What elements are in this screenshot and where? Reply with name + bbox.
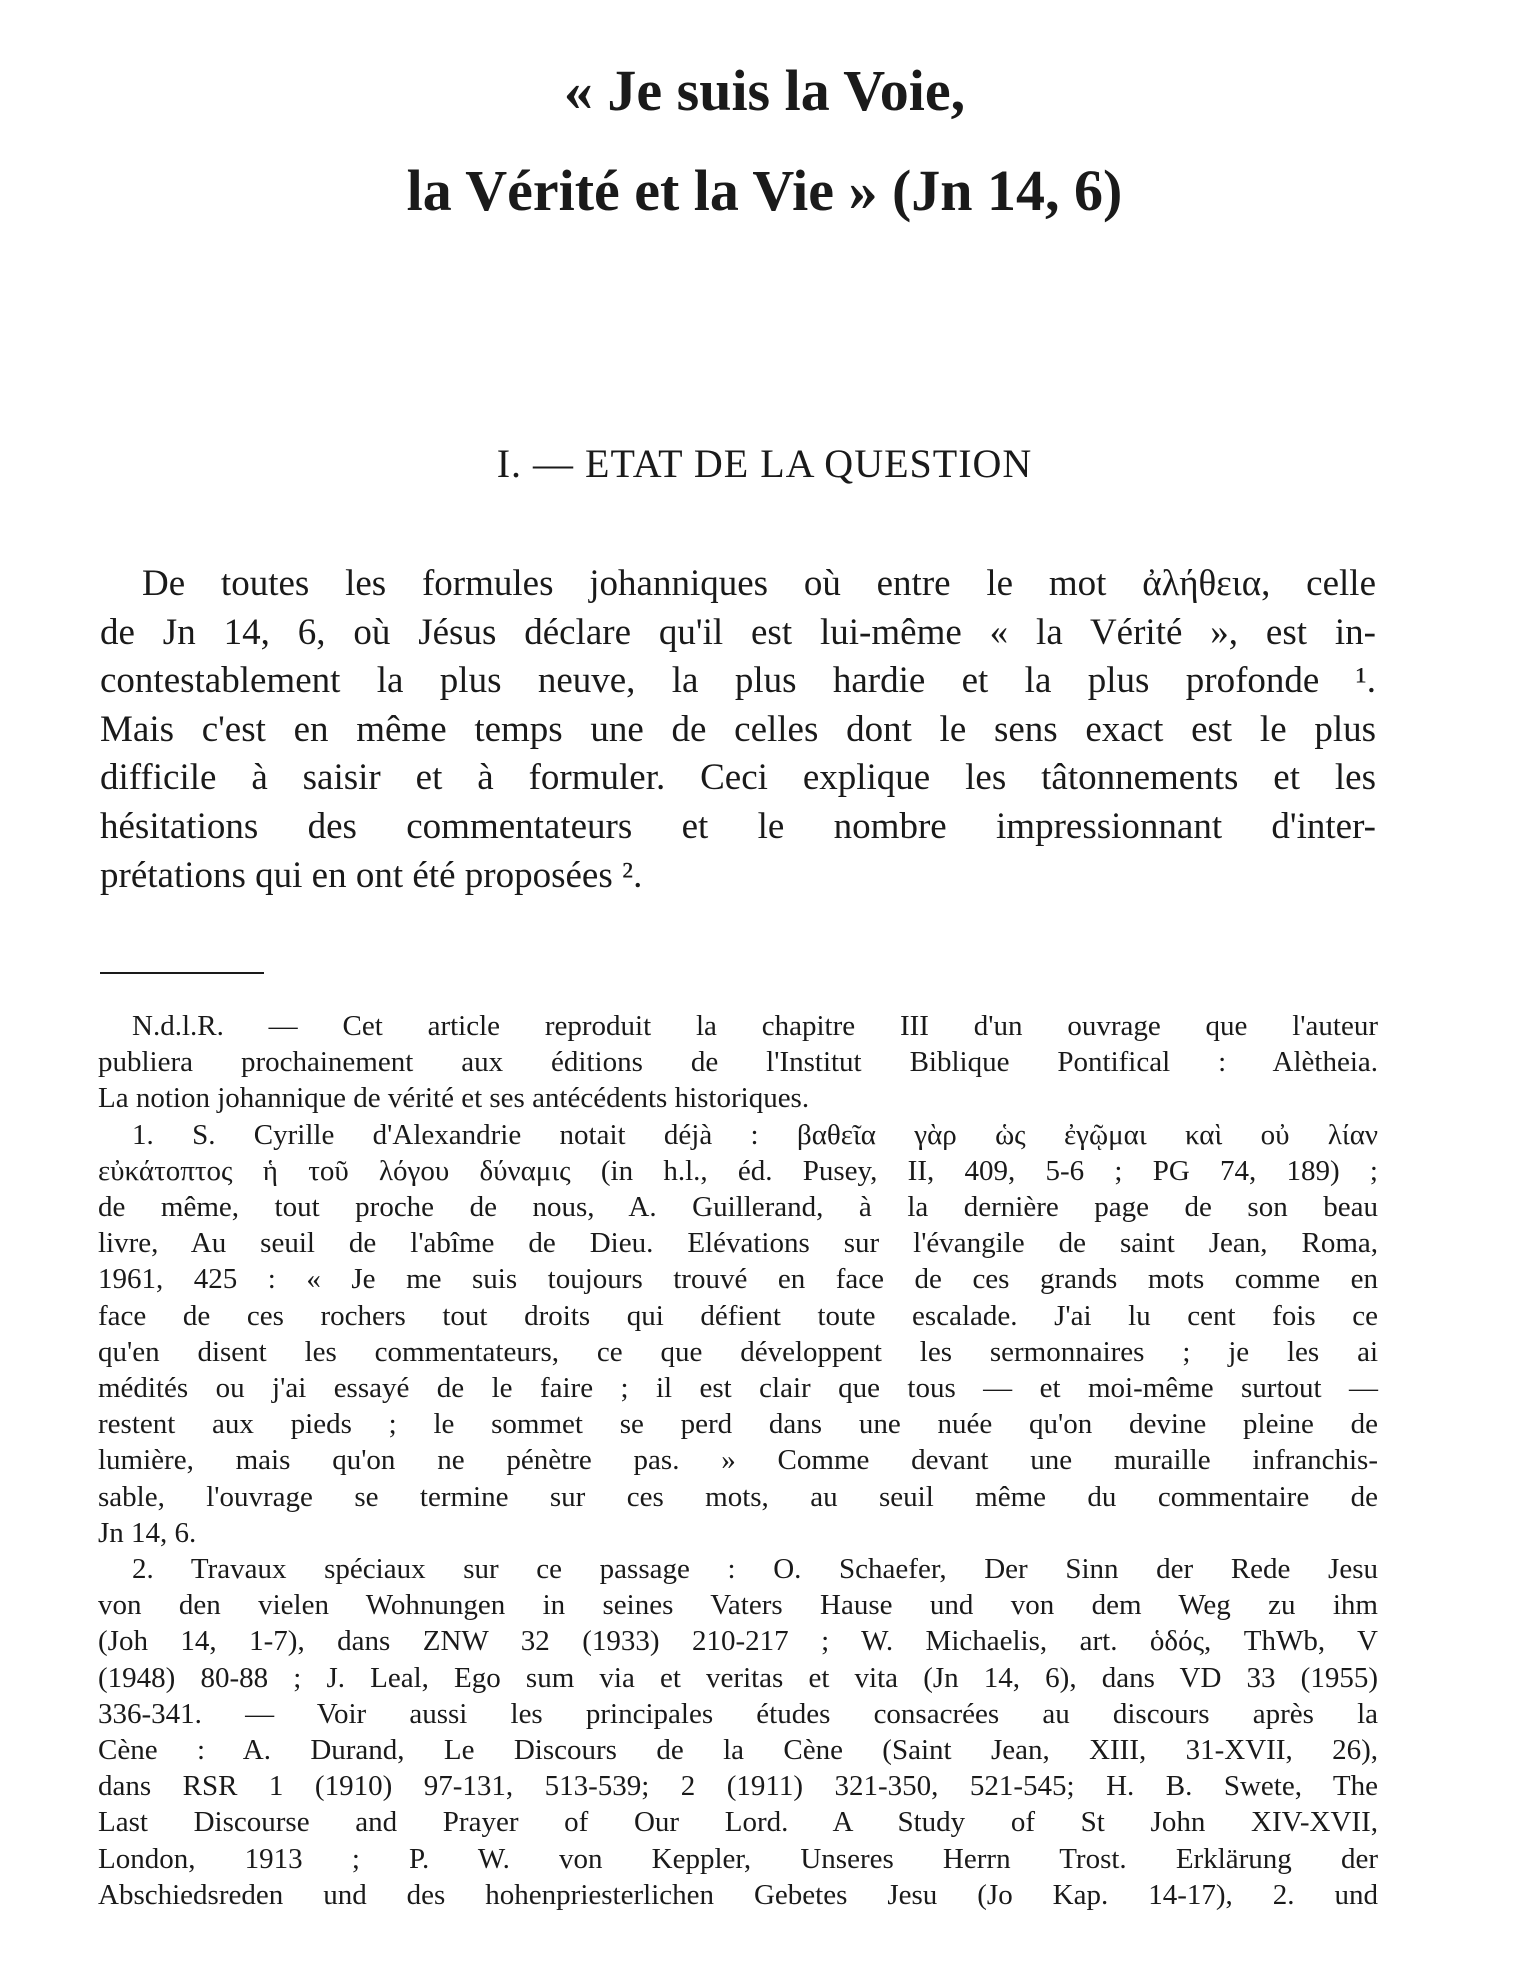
footnote-line: 336-341. — Voir aussi les principales études consacrées au discours après la	[98, 1697, 1378, 1730]
footnote-line: dans RSR 1 (1910) 97-131, 513-539; 2 (1911) 321-350, 521-545; H. B. Swete, The	[98, 1770, 1378, 1803]
footnote-line: Cène : A. Durand, Le Discours de la Cène (Saint Jean, XIII, 31-XVII, 26),	[98, 1734, 1378, 1766]
footnote-line: Abschiedsreden und des hohenpriesterlichen Gebetes Jesu (Jo Kap. 14-17), 2. und	[98, 1878, 1378, 1911]
footnote-line: sable, l'ouvrage se termine sur ces mots, au seuil même du commentaire de	[98, 1480, 1378, 1513]
footnote-line: lumière, mais qu'on ne pénètre pas. » Comme devant une muraille infranchis-	[98, 1444, 1378, 1477]
footnote-line: médités ou j'ai essayé de le faire ; il est clair que tous — et moi-même surtout —	[98, 1372, 1378, 1404]
footnote-separator	[100, 972, 264, 974]
footnote-line: Last Discourse and Prayer of Our Lord. A Study of St John XIV-XVII,	[98, 1806, 1378, 1839]
article-title-line-2	[0, 158, 1529, 223]
footnote-line: La notion johannique de vérité et ses antécédents historiques.	[98, 1082, 810, 1115]
body-line: prétations qui en ont été proposées ².	[100, 854, 643, 896]
footnote-line: (Joh 14, 1-7), dans ZNW 32 (1933) 210-217 ; W. Michaelis, art. ὁδός, ThWb, V	[98, 1625, 1378, 1658]
body-line: contestablement la plus neuve, la plus hardie et la plus profonde ¹.	[100, 660, 1376, 702]
article-title-main: la Vérité et la Vie »	[406, 158, 878, 223]
body-line: hésitations des commentateurs et le nombre impressionnant d'inter-	[100, 806, 1376, 847]
footnote-line: restent aux pieds ; le sommet se perd dans une nuée qu'on devine pleine de	[98, 1408, 1378, 1441]
footnote-line: 2. Travaux spéciaux sur ce passage : O. Schaefer, Der Sinn der Rede Jesu	[132, 1553, 1378, 1585]
footnote-line: N.d.l.R. — Cet article reproduit la chapitre III d'un ouvrage que l'auteur	[132, 1010, 1378, 1042]
footnote-line: Jn 14, 6.	[98, 1516, 197, 1549]
footnote-line: von den vielen Wohnungen in seines Vaters Hause und von dem Weg zu ihm	[98, 1589, 1378, 1622]
body-line: Mais c'est en même temps une de celles dont le sens exact est le plus	[100, 708, 1376, 750]
article-title-line-1: « Je suis la Voie,	[563, 58, 966, 123]
footnote-line: 1. S. Cyrille d'Alexandrie notait déjà : βαθεῖα γὰρ ὡς ἐγῷμαι καὶ οὐ λίαν	[132, 1118, 1378, 1151]
footnote-line: de même, tout proche de nous, A. Guillerand, à la dernière page de son beau	[98, 1191, 1378, 1223]
footnote-line: London, 1913 ; P. W. von Keppler, Unseres Herrn Trost. Erklärung der	[98, 1842, 1378, 1875]
footnote-line: εὐκάτοπτος ἡ τοῦ λόγου δύναμις (in h.l., éd. Pusey, II, 409, 5-6 ; PG 74, 189) ;	[98, 1154, 1378, 1187]
body-line: difficile à saisir et à formuler. Ceci explique les tâtonnements et les	[100, 757, 1376, 799]
footnote-line: publiera prochainement aux éditions de l'Institut Biblique Pontifical : Alètheia.	[98, 1046, 1378, 1079]
footnote-line: qu'en disent les commentateurs, ce que développent les sermonnaires ; je les ai	[98, 1335, 1378, 1368]
body-line: de Jn 14, 6, où Jésus déclare qu'il est lui-même « la Vérité », est in-	[100, 611, 1376, 653]
footnote-line: livre, Au seuil de l'abîme de Dieu. Elévations sur l'évangile de saint Jean, Roma,	[98, 1227, 1378, 1260]
footnote-line: 1961, 425 : « Je me suis toujours trouvé en face de ces grands mots comme en	[98, 1263, 1378, 1296]
section-heading: I. — ETAT DE LA QUESTION	[496, 441, 1033, 486]
footnote-line: (1948) 80-88 ; J. Leal, Ego sum via et veritas et vita (Jn 14, 6), dans VD 33 (1955)	[98, 1661, 1378, 1694]
body-line: De toutes les formules johanniques où entre le mot ἀλήθεια, celle	[142, 563, 1376, 604]
footnote-line: face de ces rochers tout droits qui défient toute escalade. J'ai lu cent fois ce	[98, 1299, 1378, 1332]
article-title-reference: (Jn 14, 6)	[891, 158, 1123, 223]
